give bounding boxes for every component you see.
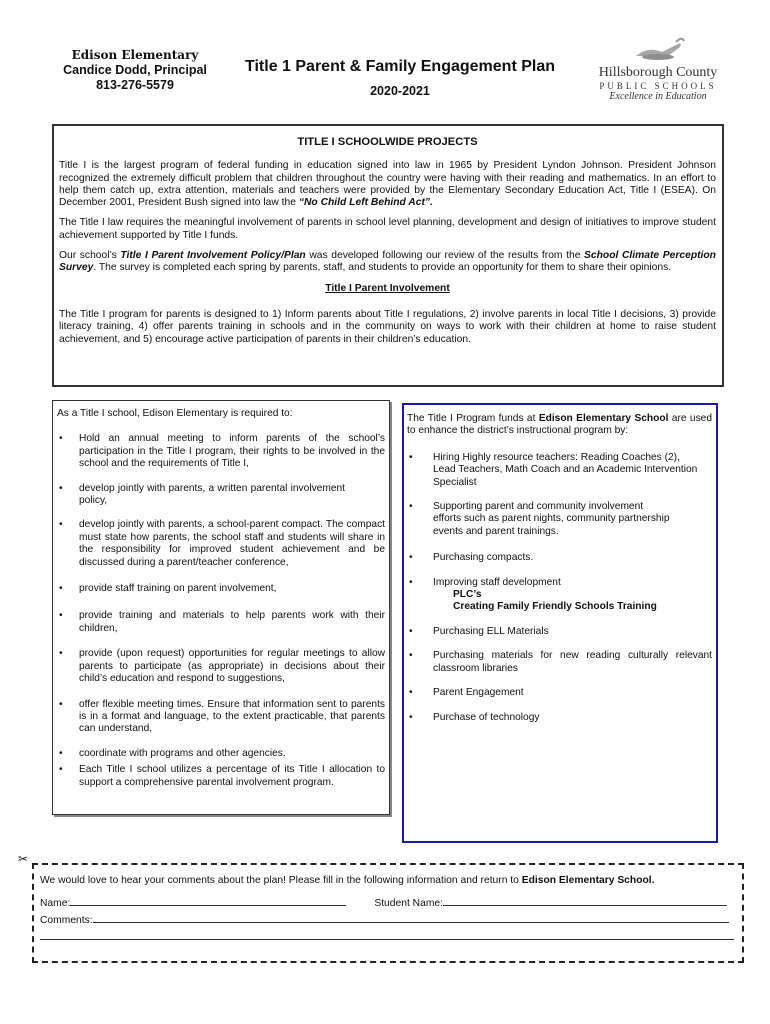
funds-box: [402, 403, 718, 843]
comments-row-2: [40, 929, 736, 946]
list-item: • Purchasing ELL Materials: [409, 625, 549, 637]
requirements-box: [52, 400, 390, 815]
plc-label: PLC’s: [453, 589, 482, 601]
student-name-field[interactable]: [443, 895, 727, 906]
nclb-act-name: “No Child Left Behind Act”.: [298, 197, 433, 209]
list-item: • Purchasing compacts.: [409, 552, 534, 564]
school-header: [40, 48, 230, 93]
schoolwide-paragraph-program: The Title I program for parents is designed to 1) Inform parents about Title I regulations, 2) involve parents in local Title I decisions, 3) provide literacy training, 4) offer parents training in schools and in the community on ways to work with their children at home to raise student achievement, and 5) encourage active participation of parents in their children’s education.: [59, 308, 716, 345]
document-title-block: [240, 58, 560, 98]
list-item: • provide (upon request) opportunities for regular meetings to allow parents to participate (as appropriate) in decisions about their child’s education and respond to suggestions,: [59, 648, 385, 685]
requirements-intro: As a Title I school, Edison Elementary is required to:: [57, 408, 293, 419]
schoolwide-projects-box: [52, 124, 724, 387]
comments-row: [40, 912, 736, 929]
list-item: • Purchasing materials for new reading culturally relevant classroom libraries: [409, 650, 712, 674]
logo-subtitle: PUBLIC SCHOOLS: [599, 81, 717, 91]
logo-name: Hillsborough County: [598, 65, 718, 80]
district-logo: [588, 36, 728, 102]
document-title: Title 1 Parent & Family Engagement Plan: [244, 58, 555, 75]
plc-training: Creating Family Friendly Schools Training: [453, 601, 657, 613]
name-label: Name:: [40, 898, 71, 909]
list-item: • Supporting parent and community involvement efforts such as parent nights, community partnership events and parent trainings.: [409, 501, 670, 537]
feedback-school-name: Edison Elementary School.: [521, 875, 655, 886]
schoolwide-heading: TITLE I SCHOOLWIDE PROJECTS: [297, 136, 478, 148]
comments-field[interactable]: [93, 912, 729, 923]
comments-field-line-2[interactable]: [40, 929, 734, 940]
school-year: 2020-2021: [370, 84, 430, 98]
requirements-list: [57, 433, 385, 789]
list-item: • Parent Engagement: [409, 687, 524, 699]
funds-school-name: Edison Elementary School: [538, 413, 669, 424]
funds-intro: The Title I Program funds at Edison Elementary School are used to enhance the district’s instructional program by:: [407, 413, 712, 437]
list-item: • Purchase of technology: [409, 711, 540, 723]
policy-name: Title I Parent Involvement Policy/Plan: [120, 250, 306, 262]
list-item: • coordinate with programs and other agencies.: [59, 747, 286, 759]
feedback-intro: We would love to hear your comments about the plan! Please fill in the following information and return to Edison Elementary School.: [40, 875, 655, 886]
comments-label: Comments:: [40, 915, 93, 926]
list-item: • Hiring Highly resource teachers: Reading Coaches (2), Lead Teachers, Math Coach and an Academic Intervention Specialist: [409, 451, 698, 488]
scissors-icon: ✂: [18, 852, 29, 866]
list-item: • Hold an annual meeting to inform parents of the school’s participation in the Title I program, their rights to be involved in the school and the requirements of Title I,: [59, 433, 385, 470]
survey-name: School Climate Perception Survey: [59, 250, 716, 274]
parent-involvement-subheading: Title I Parent Involvement: [325, 282, 450, 294]
funds-list: [407, 452, 712, 724]
schoolwide-paragraph-policy: Our school’s Title I Parent Involvement Policy/Plan was developed following our review of the results from the School Climate Perception Survey. The survey is completed each spring by parents, staff, and students to provide an opportunity for them to share their opinions.: [59, 250, 716, 274]
principal-name: Candice Dodd, Principal: [63, 63, 207, 77]
list-item: • offer flexible meeting times. Ensure that information sent to parents is in a format and language, to the extent practicable, that parents can understand,: [59, 698, 385, 735]
feedback-form: [32, 863, 744, 963]
list-item: • Each Title I school utilizes a percentage of its Title I allocation to support a comprehensive parental involvement program.: [59, 764, 385, 788]
oil-lamp-icon: [628, 36, 688, 62]
school-name: Edison Elementary: [71, 48, 199, 62]
name-field[interactable]: [70, 895, 346, 906]
schoolwide-paragraph-history: Title I is the largest program of federal funding in education signed into law in 1965 by President Lyndon Johnson. President Johnson recognized the extremely difficult problem that children throughout the country were having with their reading and mathematics. In an effort to help them catch up, extra attention, materials and teachers were provided by the Elementary Secondary Education Act, Title I (ESEA). On December 2001, President Bush signed into law the “No Child Left Behind Act”.: [59, 160, 716, 209]
school-phone: 813-276-5579: [96, 78, 174, 92]
list-item: • provide training and materials to help parents work with their children,: [59, 610, 385, 634]
list-item: • develop jointly with parents, a school-parent compact. The compact must state how parents, the school staff and students will share in the responsibility for improved student achievement and be discussed during a parent/teacher conference,: [59, 519, 385, 568]
list-item: • provide staff training on parent involvement,: [59, 583, 277, 595]
name-row: [40, 895, 736, 912]
logo-tagline: Excellence in Education: [609, 91, 707, 102]
student-name-label: Student Name:: [374, 898, 444, 909]
list-item: • develop jointly with parents, a written parental involvement policy,: [59, 482, 345, 507]
schoolwide-paragraph-law: The Title I law requires the meaningful involvement of parents in school level planning, development and design of initiatives to improve student achievement supported by Title I funds.: [59, 217, 716, 241]
list-item: • Improving staff development PLC’s Creating Family Friendly Schools Training: [407, 577, 712, 614]
